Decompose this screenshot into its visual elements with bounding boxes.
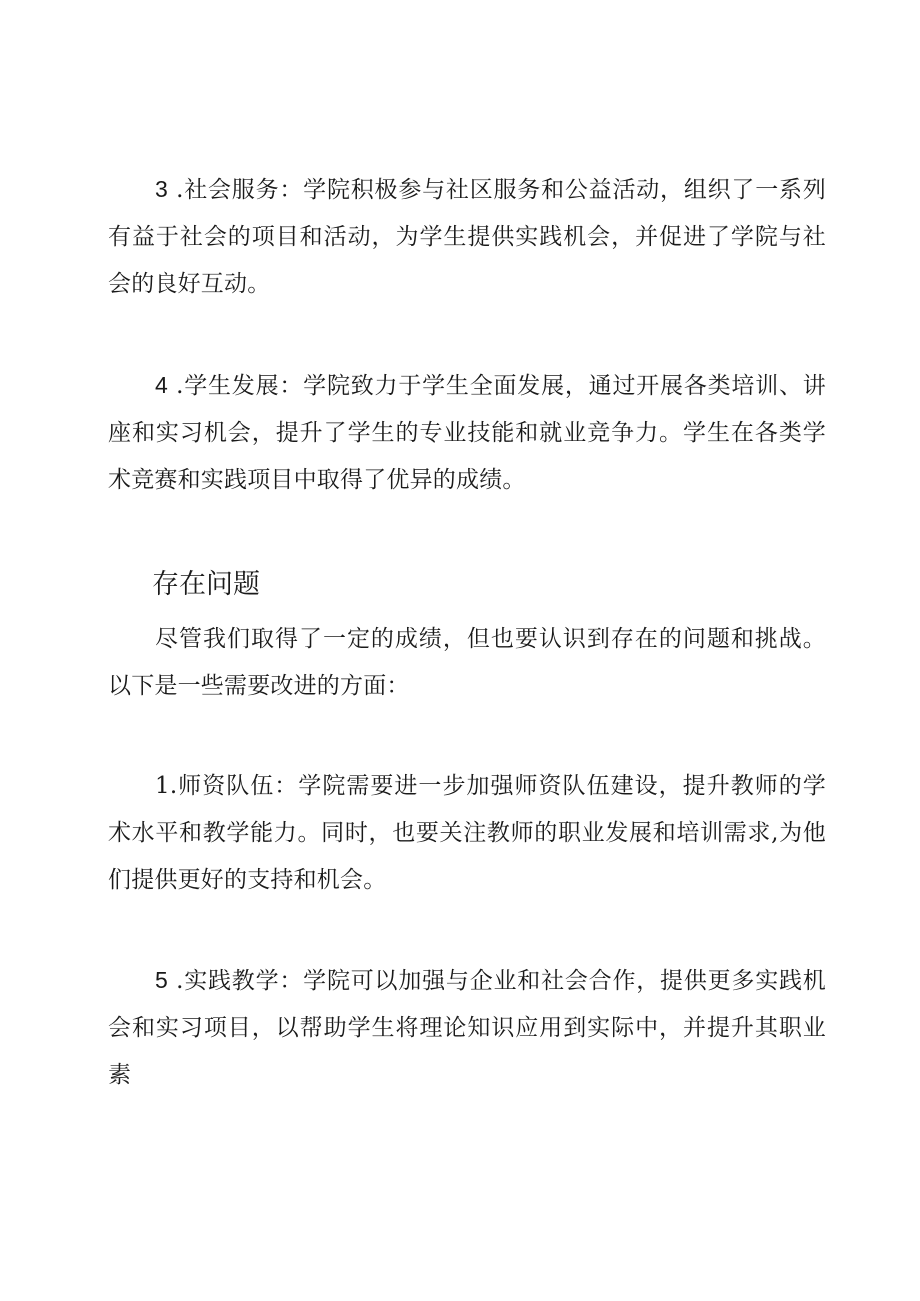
paragraph-item-3 (108, 166, 826, 308)
item-text: 师资队伍：学院需要进一步加强师资队伍建设，提升教师的学术水平和教学能力。同时，也要关注教师的职业发展和培训需求,为他们提供更好的支持和机会。 (108, 773, 826, 893)
intro-paragraph (108, 616, 826, 710)
item-number: 1. (155, 773, 178, 799)
item-text: .学生发展：学院致力于学生全面发展，通过开展各类培训、讲座和实习机会，提升了学生的专业技能和就业竞争力。学生在各类学术竞赛和实践项目中取得了优异的成绩。 (108, 373, 826, 493)
paragraph-issue-5 (108, 957, 826, 1099)
item-text: .实践教学：学院可以加强与企业和社会合作，提供更多实践机会和实习项目，以帮助学生将理论知识应用到实际中，并提升其职业素 (108, 968, 826, 1088)
item-number: 3 (155, 176, 168, 202)
item-text: .社会服务：学院积极参与社区服务和公益活动，组织了一系列有益于社会的项目和活动，为学生提供实践机会，并促进了学院与社会的良好互动。 (108, 177, 826, 297)
paragraph-item-4 (108, 362, 826, 504)
section-heading: 存在问题 (152, 569, 260, 600)
item-number: 5 (155, 967, 168, 993)
item-number: 4 (155, 372, 168, 398)
intro-text: 尽管我们取得了一定的成绩，但也要认识到存在的问题和挑战。以下是一些需要改进的方面： (108, 626, 826, 699)
paragraph-issue-1 (108, 763, 826, 904)
